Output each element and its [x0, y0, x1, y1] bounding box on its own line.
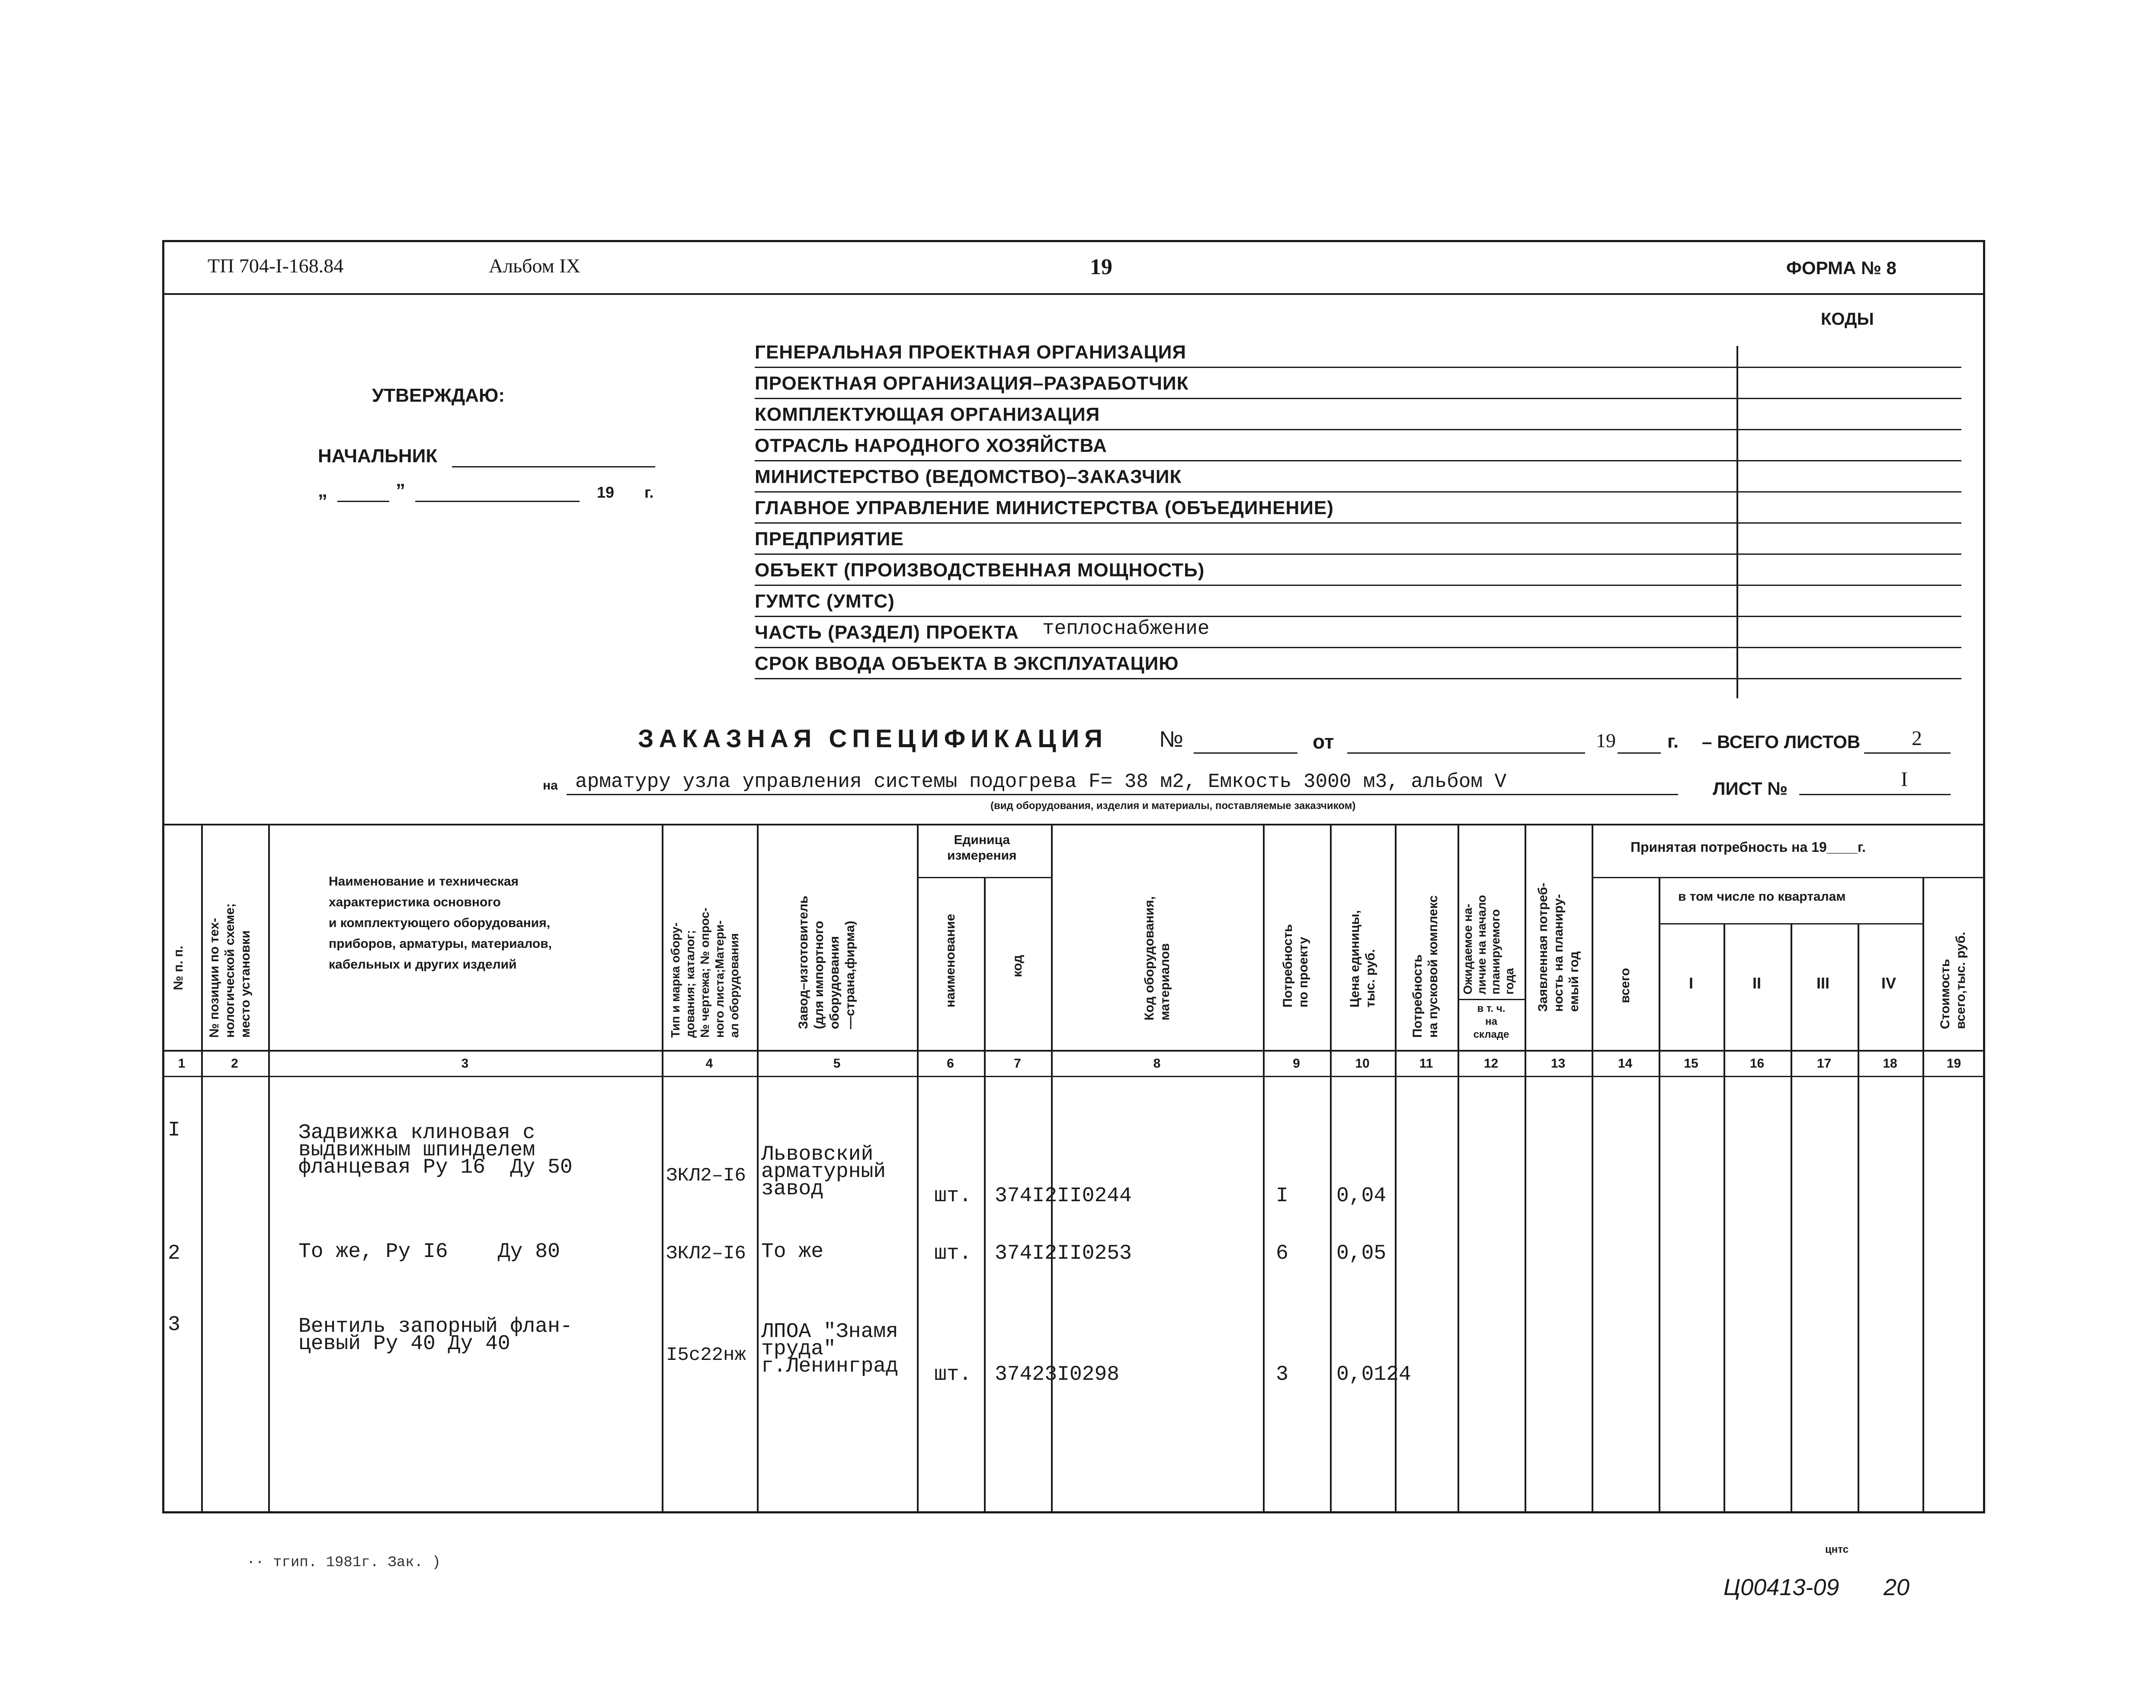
col-divider	[662, 824, 663, 1513]
header-equipment-code: Код оборудования, материалов	[1142, 896, 1172, 1020]
header-c12-sub: в т. ч. на складе	[1473, 1003, 1509, 1040]
row-price: 0,0124	[1336, 1363, 1411, 1386]
spec-year-prefix: 19	[1596, 729, 1616, 752]
date-quote-close: ”	[396, 480, 405, 501]
org-field-label: ГЛАВНОЕ УПРАВЛЕНИЕ МИНИСТЕРСТВА (ОБЪЕДИНЕНИЕ)	[755, 497, 1334, 518]
unit-group-divider	[917, 877, 1051, 878]
column-number: 15	[1684, 1056, 1698, 1071]
org-field-line[interactable]	[755, 522, 1961, 524]
column-number: 4	[705, 1056, 713, 1071]
column-number: 1	[178, 1056, 186, 1071]
header-q2: II	[1752, 974, 1762, 992]
sheet-no-label: ЛИСТ №	[1713, 778, 1788, 799]
row-equipment-code: 374I2II0244	[995, 1184, 1132, 1208]
header-unit-group: Единица измерения	[947, 833, 1017, 863]
col-divider	[1395, 824, 1397, 1513]
header-cost: Стоимость всего,тыс. руб.	[1938, 932, 1968, 1029]
spec-no-label: №	[1159, 727, 1183, 752]
col-divider	[1330, 824, 1332, 1513]
column-number: 16	[1749, 1056, 1765, 1071]
header-npp: № п. п.	[171, 945, 186, 990]
chief-label: НАЧАЛЬНИК	[318, 445, 438, 467]
col-divider	[1051, 824, 1053, 1513]
column-number: 18	[1883, 1056, 1897, 1071]
quarters-group-divider	[1659, 923, 1922, 924]
row-price: 0,04	[1336, 1184, 1387, 1208]
col-divider	[1263, 824, 1265, 1513]
org-field-label: КОМПЛЕКТУЮЩАЯ ОРГАНИЗАЦИЯ	[755, 404, 1100, 425]
org-field-label: ГУМТС (УМТС)	[755, 591, 895, 612]
accepted-group-divider	[1592, 877, 1985, 878]
row-number: I	[168, 1119, 180, 1142]
col-divider	[201, 824, 203, 1513]
org-field-line[interactable]	[755, 553, 1961, 555]
codes-label: КОДЫ	[1821, 310, 1874, 329]
header-expected: Ожидаемое на- личие на начало планируемого года	[1461, 895, 1516, 995]
page-number: 19	[1090, 255, 1112, 279]
org-field-label: ЧАСТЬ (РАЗДЕЛ) ПРОЕКТА	[755, 622, 1019, 643]
org-field-line[interactable]	[755, 429, 1961, 430]
header-q1: I	[1689, 974, 1694, 992]
row-quantity: 6	[1276, 1242, 1288, 1265]
total-sheets-label: – ВСЕГО ЛИСТОВ	[1702, 732, 1861, 752]
col-divider	[984, 877, 986, 1513]
col-divider	[1525, 824, 1526, 1513]
total-sheets-line	[1864, 752, 1951, 754]
row-quantity: 3	[1276, 1363, 1288, 1386]
column-number: 11	[1419, 1056, 1433, 1071]
header-type: Тип и марка обору- дования; каталог; № чертежа; № опрос- ного листа;Матери- ал оборудования	[669, 907, 741, 1038]
column-number: 17	[1816, 1056, 1832, 1071]
row-number: 3	[168, 1313, 180, 1337]
row-equipment-code: 37423I0298	[995, 1363, 1120, 1386]
header-position: № позиции по тех- нологической схеме; место установки	[207, 903, 253, 1038]
row-name: Задвижка клиновая с выдвижным шпинделем фланцевая Ру 16 Ду 50	[298, 1121, 573, 1179]
column-number: 13	[1551, 1056, 1566, 1071]
row-type: ЗКЛ2–I6	[666, 1165, 746, 1187]
row-type: I5с22нж	[666, 1344, 746, 1366]
row-name: Вентиль запорный флан- цевый Ру 40 Ду 40	[298, 1315, 573, 1356]
org-field-line[interactable]	[755, 460, 1961, 461]
header-unit-price: Цена единицы, тыс. руб.	[1348, 910, 1378, 1008]
row-number: 2	[168, 1242, 180, 1265]
spec-subject: арматуру узла управления системы подогрева F= 38 м2, Емкость 3000 м3, альбом V	[575, 771, 1507, 793]
header-quarters-group: в том числе по кварталам	[1678, 889, 1846, 904]
col-divider	[1659, 877, 1660, 1513]
row-type: ЗКЛ2–I6	[666, 1243, 746, 1264]
col-divider	[917, 824, 919, 1513]
org-field-line[interactable]	[755, 491, 1961, 493]
org-field-value: теплоснабжение	[1042, 617, 1210, 640]
row-unit: шт.	[934, 1242, 972, 1265]
spec-from-label: от	[1313, 730, 1334, 753]
table-colnum-bottom	[162, 1076, 1985, 1077]
col-divider	[1858, 923, 1859, 1513]
stamp-code: Ц00413-09	[1724, 1574, 1839, 1600]
row-quantity: I	[1276, 1184, 1288, 1208]
doc-code: ТП 704-I-168.84	[208, 255, 344, 277]
header-need-start: Потребность на пусковой комплекс	[1410, 895, 1440, 1038]
header-unit-name: наименование	[943, 914, 958, 1008]
table-top-border	[162, 824, 1985, 825]
form-number: ФОРМА № 8	[1786, 258, 1897, 278]
header-accepted-group: Принятая потребность на 19____г.	[1631, 839, 1866, 855]
total-sheets-value: 2	[1912, 727, 1922, 750]
date-year-prefix: 19	[597, 483, 615, 501]
col-divider	[268, 824, 270, 1513]
row-unit: шт.	[934, 1363, 972, 1386]
spec-date-line[interactable]	[1347, 752, 1585, 754]
row-equipment-code: 374I2II0253	[995, 1242, 1132, 1265]
row-maker: Львовский арматурный завод	[761, 1143, 886, 1201]
date-quote-open: „	[318, 480, 327, 501]
header-maker: Завод–изготовитель (для импортного оборудования —страна,фирма)	[796, 896, 857, 1029]
col-divider	[757, 824, 759, 1513]
org-field-label: МИНИСТЕРСТВО (ВЕДОМСТВО)–ЗАКАЗЧИК	[755, 466, 1182, 487]
header-unit-code: код	[1010, 955, 1025, 977]
column-number: 12	[1483, 1056, 1499, 1071]
org-field-label: СРОК ВВОДА ОБЪЕКТА В ЭКСПЛУАТАЦИЮ	[755, 653, 1179, 674]
col-divider	[1724, 923, 1725, 1513]
sheet-no-line	[1799, 794, 1951, 795]
column-number: 19	[1946, 1056, 1961, 1071]
album-label: Альбом IX	[489, 255, 580, 277]
org-field-label: ГЕНЕРАЛЬНАЯ ПРОЕКТНАЯ ОРГАНИЗАЦИЯ	[755, 342, 1186, 363]
spec-title: ЗАКАЗНАЯ СПЕЦИФИКАЦИЯ	[638, 725, 1108, 753]
date-day-line[interactable]	[337, 501, 389, 502]
header-total: всего	[1618, 968, 1632, 1003]
header-q4: IV	[1881, 974, 1897, 992]
header-q3: III	[1816, 974, 1830, 992]
spec-no-line[interactable]	[1194, 752, 1297, 754]
row-unit: шт.	[934, 1184, 972, 1208]
header-declared-need: Заявленная потреб- ность на планиру- емый год	[1536, 883, 1581, 1012]
org-field-line[interactable]	[755, 678, 1961, 679]
date-month-line[interactable]	[415, 501, 580, 502]
org-field-label: ПРОЕКТНАЯ ОРГАНИЗАЦИЯ–РАЗРАБОТЧИК	[755, 373, 1189, 394]
org-field-line[interactable]	[755, 367, 1961, 368]
org-field-line[interactable]	[755, 585, 1961, 586]
org-field-line[interactable]	[755, 647, 1961, 648]
column-number: 14	[1618, 1056, 1633, 1071]
org-field-label: ПРЕДПРИЯТИЕ	[755, 528, 904, 550]
stamp-number: 20	[1884, 1574, 1910, 1600]
column-number: 6	[947, 1056, 954, 1071]
c12-sub-divider	[1458, 999, 1525, 1000]
spec-subject-caption: (вид оборудования, изделия и материалы, поставляемые заказчиком)	[990, 800, 1356, 812]
approval-title: УТВЕРЖДАЮ:	[372, 385, 505, 406]
spec-subject-line	[567, 794, 1678, 795]
row-maker: ЛПОА "Знамя труда" г.Ленинград	[761, 1320, 898, 1378]
column-number: 2	[231, 1056, 238, 1071]
org-field-label: ОБЪЕКТ (ПРОИЗВОДСТВЕННАЯ МОЩНОСТЬ)	[755, 560, 1205, 581]
column-number: 3	[461, 1056, 469, 1071]
spec-year-suffix: г.	[1667, 731, 1679, 752]
spec-on-label: на	[543, 778, 558, 793]
col-divider	[1922, 877, 1924, 1513]
spec-year-line[interactable]	[1618, 752, 1661, 754]
header-need-project: Потребность по проекту	[1281, 924, 1310, 1008]
footer-note: ·· тгип. 1981г. Зак. )	[247, 1554, 441, 1571]
sheet-no-value: I	[1901, 768, 1908, 791]
col-divider	[1592, 824, 1593, 1513]
org-field-line[interactable]	[755, 398, 1961, 399]
stamp-top: цнтс	[1825, 1544, 1849, 1555]
org-field-line[interactable]	[755, 616, 1961, 617]
column-number: 7	[1014, 1056, 1021, 1071]
date-year-suffix: г.	[644, 483, 654, 501]
table-header-bottom	[162, 1050, 1985, 1052]
org-field-label: ОТРАСЛЬ НАРОДНОГО ХОЗЯЙСТВА	[755, 435, 1107, 456]
row-price: 0,05	[1336, 1242, 1387, 1265]
chief-signature-line[interactable]	[452, 466, 655, 467]
row-maker: То же	[761, 1240, 824, 1263]
header-divider	[162, 293, 1985, 295]
col-divider	[1458, 824, 1459, 1513]
column-number: 8	[1153, 1056, 1161, 1071]
column-number: 9	[1293, 1056, 1300, 1071]
header-name: Наименование и техническая характеристика основного и комплектующего оборудования, приборов, арматуры, материалов, кабельных и других изделий	[329, 874, 552, 972]
column-number: 10	[1355, 1056, 1370, 1071]
row-name: То же, Ру I6 Ду 80	[298, 1240, 560, 1263]
col-divider	[1791, 923, 1792, 1513]
column-number: 5	[833, 1056, 841, 1071]
